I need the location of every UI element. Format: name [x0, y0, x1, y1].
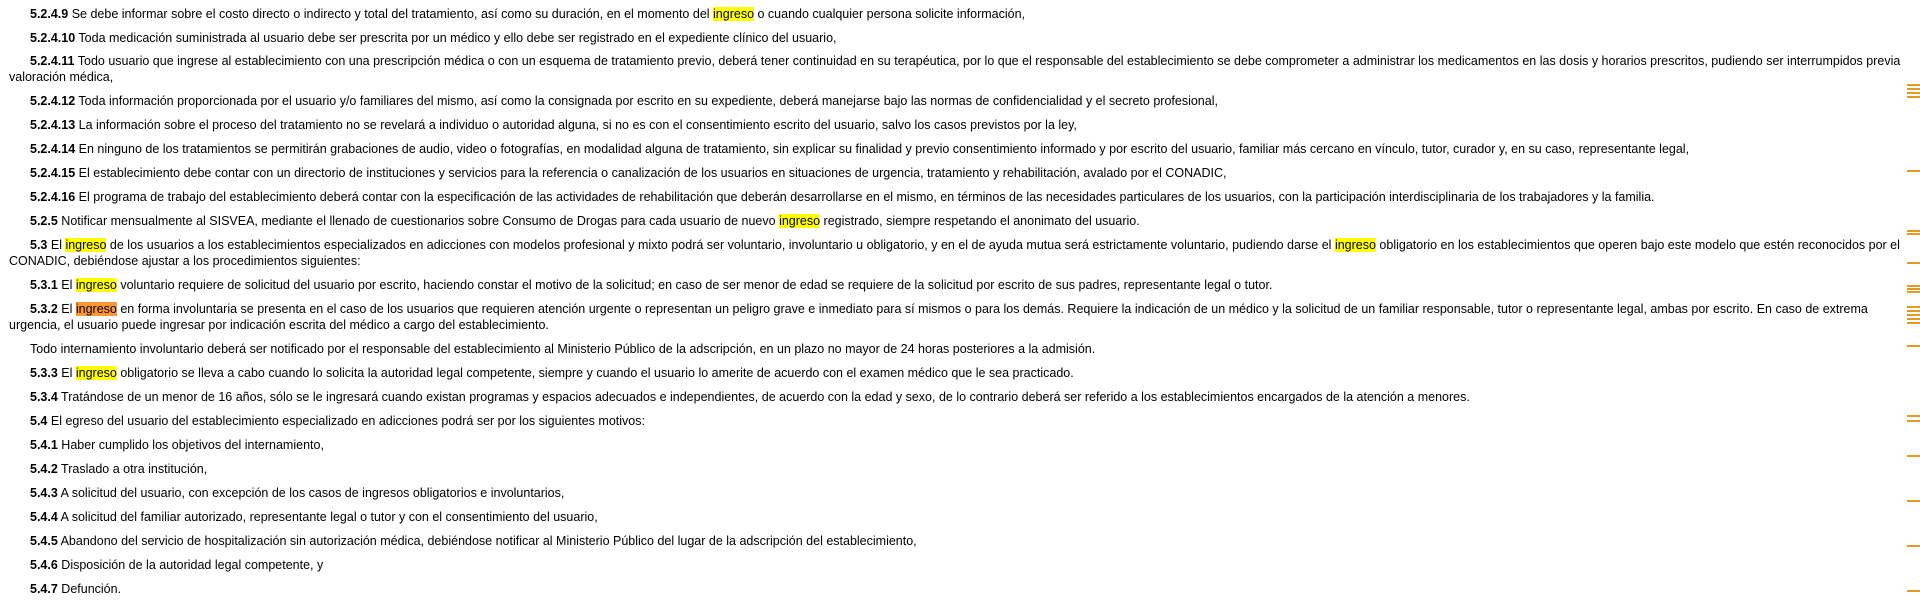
paragraph [9, 189, 1911, 205]
scrollbar-match-marker [1907, 291, 1920, 293]
paragraph-text: En ninguno de los tratamientos se permitirán grabaciones de audio, video o fotografías, en modalidad alguna de tratamiento, sin explicar su finalidad y previo consentimiento informado y por escrito del usuario, familiar más cercano en vínculo, tutor, curador y, en su caso, representante legal, [75, 142, 1690, 156]
current-search-match: ingreso [75, 302, 117, 316]
paragraph-text: El [47, 238, 66, 252]
paragraph-text: El establecimiento debe contar con un directorio de instituciones y servicios para la referencia o canalización de los usuarios en situaciones de urgencia, tratamiento y rehabilitación, avalado por el CONADIC, [75, 166, 1227, 180]
scrollbar-match-marker [1907, 285, 1920, 287]
paragraph [9, 581, 1911, 597]
paragraph-text: obligatorio en los establecimientos que operen bajo este modelo que estén reconocidos por el CONADIC, debiéndose ajustar a los procedimientos siguientes: [9, 238, 1900, 268]
section-number: 5.4.5 [30, 534, 58, 548]
section-number: 5.3.3 [30, 366, 58, 380]
paragraph [9, 485, 1911, 501]
section-number: 5.4 [30, 414, 48, 428]
paragraph-text: El [57, 366, 76, 380]
paragraph-text: Haber cumplido los objetivos del internamiento, [57, 438, 324, 452]
section-number: 5.3 [30, 238, 48, 252]
scrollbar-match-marker [1907, 233, 1920, 235]
paragraph-text: Traslado a otra institución, [57, 462, 208, 476]
section-number: 5.2.4.16 [30, 190, 76, 204]
section-number: 5.3.1 [30, 278, 58, 292]
section-number: 5.4.3 [30, 486, 58, 500]
paragraph-text: en forma involuntaria se presenta en el caso de los usuarios que requieren atención urgente o representan un peligro grave e inmediato para sí mismos o para los demás. Requiere la indicación de un médico y la solicitud de un familiar responsable, tutor o representante legal, ambas por escrito. En caso de extrema urgencia, el usuario puede ingresar por indicación escrita del médico a cargo del establecimiento. [9, 302, 1868, 332]
paragraph [9, 437, 1911, 453]
section-number: 5.2.4.10 [30, 31, 76, 45]
paragraph-text: El [57, 302, 76, 316]
paragraph-text: Tratándose de un menor de 16 años, sólo se le ingresará cuando existan programas y espacios adecuados e independientes, de acuerdo con la edad y sexo, de lo contrario deberá ser referido a los establecimientos encargados de la atención a menores. [57, 390, 1470, 404]
paragraph [9, 6, 1911, 22]
section-number: 5.2.4.14 [30, 142, 76, 156]
paragraph-text: Todo internamiento involuntario deberá ser notificado por el responsable del establecimiento al Ministerio Público de la adscripción, en un plazo no mayor de 24 horas posteriores a la admisión. [30, 342, 1096, 356]
paragraph [9, 117, 1911, 133]
section-number: 5.4.6 [30, 558, 58, 572]
paragraph-text: o cuando cualquier persona solicite información, [754, 7, 1026, 21]
paragraph [9, 141, 1911, 157]
paragraph-text: registrado, siempre respetando el anonimato del usuario. [820, 214, 1140, 228]
paragraph [9, 213, 1911, 229]
scrollbar-match-marker [1907, 306, 1920, 308]
search-match: ingreso [1334, 238, 1376, 252]
paragraph-text: Toda información proporcionada por el usuario y/o familiares del mismo, así como la consignada por escrito en su expediente, deberá manejarse bajo las normas de confidencialidad y el secreto profesional, [75, 94, 1218, 108]
paragraph [9, 30, 1911, 46]
search-match: ingreso [75, 278, 117, 292]
paragraph [9, 509, 1911, 525]
scrollbar-match-marker [1907, 314, 1920, 316]
section-number: 5.3.4 [30, 390, 58, 404]
section-number: 5.2.4.9 [30, 7, 69, 21]
scrollbar-match-marker [1907, 318, 1920, 320]
paragraph-text: de los usuarios a los establecimientos especializados en adicciones con modelos profesional y mixto podrá ser voluntario, involuntario u obligatorio, y en el de ayuda mutua será estrictamente voluntario, pudiendo darse el [106, 238, 1335, 252]
paragraph [9, 165, 1911, 181]
scrollbar-match-marker [1907, 88, 1920, 90]
scrollbar-match-marker [1907, 170, 1920, 172]
section-number: 5.2.4.15 [30, 166, 76, 180]
paragraph-text: Defunción. [57, 582, 122, 596]
scrollbar-match-marker [1907, 322, 1920, 324]
scrollbar-match-marker [1907, 545, 1920, 547]
paragraph [9, 389, 1911, 405]
section-number: 5.4.1 [30, 438, 58, 452]
section-number: 5.2.4.13 [30, 118, 76, 132]
scrollbar-match-marker [1907, 310, 1920, 312]
paragraph [9, 277, 1911, 293]
section-number: 5.3.2 [30, 302, 58, 316]
search-match: ingreso [713, 7, 755, 21]
section-number: 5.4.4 [30, 510, 58, 524]
paragraph-text: Notificar mensualmente al SISVEA, mediante el llenado de cuestionarios sobre Consumo de Drogas para cada usuario de nuevo [57, 214, 780, 228]
paragraph-text: El programa de trabajo del establecimiento deberá contar con la especificación de las actividades de rehabilitación que deberán desarrollarse en el mismo, en términos de las necesidades particulares de los usuarios, con la participación interdisciplinaria de los trabajadores y la familia. [75, 190, 1655, 204]
paragraph-text: La información sobre el proceso del tratamiento no se revelará a individuo o autoridad alguna, si no es con el consentimiento escrito del usuario, salvo los casos previstos por la ley, [75, 118, 1077, 132]
section-number: 5.4.7 [30, 582, 58, 596]
paragraph [9, 341, 1911, 357]
scrollbar-match-marker [1907, 288, 1920, 290]
section-number: 5.2.4.11 [30, 54, 75, 68]
scrollbar-match-marker [1907, 590, 1920, 592]
scrollbar-match-marker [1907, 96, 1920, 98]
paragraph-text: Toda medicación suministrada al usuario debe ser prescrita por un médico y ello debe ser registrado en el expediente clínico del usuario, [75, 31, 837, 45]
search-match: ingreso [779, 214, 821, 228]
paragraph [9, 53, 1911, 85]
section-number: 5.4.2 [30, 462, 58, 476]
scrollbar-match-marker [1907, 415, 1920, 417]
section-number: 5.2.4.12 [30, 94, 76, 108]
paragraph [9, 461, 1911, 477]
paragraph-text: Se debe informar sobre el costo directo o indirecto y total del tratamiento, así como su duración, en el momento del [68, 7, 714, 21]
paragraph-text: A solicitud del familiar autorizado, representante legal o tutor y con el consentimiento del usuario, [57, 510, 598, 524]
scrollbar-match-marker [1907, 84, 1920, 86]
scrollbar-match-marker [1907, 262, 1920, 264]
paragraph-text: El [57, 278, 76, 292]
paragraph [9, 301, 1911, 333]
paragraph-text: Todo usuario que ingrese al establecimiento con una prescripción médica o con un esquema de tratamiento previo, deberá tener continuidad en su terapéutica, por lo que el responsable del establecimiento se debe comprometer a administrar los medicamentos en las dosis y horarios prescritos, pudiendo ser interrumpidos previa valoración médica, [9, 54, 1901, 84]
paragraph [9, 365, 1911, 381]
search-match: ingreso [65, 238, 107, 252]
paragraph-text: voluntario requiere de solicitud del usuario por escrito, haciendo constar el motivo de la solicitud; en caso de ser menor de edad se requiere de la solicitud por escrito de sus padres, representante legal o tutor. [116, 278, 1273, 292]
paragraph-text: Abandono del servicio de hospitalización sin autorización médica, debiéndose notificar al Ministerio Público del lugar de la adscripción del establecimiento, [57, 534, 917, 548]
paragraph [9, 413, 1911, 429]
scrollbar-match-marker [1907, 455, 1920, 457]
paragraph-text: El egreso del usuario del establecimiento especializado en adicciones podrá ser por los siguientes motivos: [47, 414, 645, 428]
paragraph-text: Disposición de la autoridad legal competente, y [57, 558, 324, 572]
paragraph [9, 533, 1911, 549]
search-match: ingreso [75, 366, 117, 380]
scrollbar-match-marker [1907, 420, 1920, 422]
paragraph [9, 93, 1911, 109]
paragraph [9, 237, 1911, 269]
paragraph [9, 557, 1911, 573]
paragraph-text: obligatorio se lleva a cabo cuando lo solicita la autoridad legal competente, siempre y cuando el usuario lo amerite de acuerdo con el examen médico que le sea practicado. [116, 366, 1074, 380]
scrollbar-match-marker [1907, 230, 1920, 232]
scrollbar-match-marker [1907, 92, 1920, 94]
scrollbar-match-marker [1907, 500, 1920, 502]
scrollbar-search-markers[interactable] [1906, 0, 1920, 604]
scrollbar-match-marker [1907, 345, 1920, 347]
section-number: 5.2.5 [30, 214, 58, 228]
paragraph-text: A solicitud del usuario, con excepción de los casos de ingresos obligatorios e involuntarios, [57, 486, 565, 500]
